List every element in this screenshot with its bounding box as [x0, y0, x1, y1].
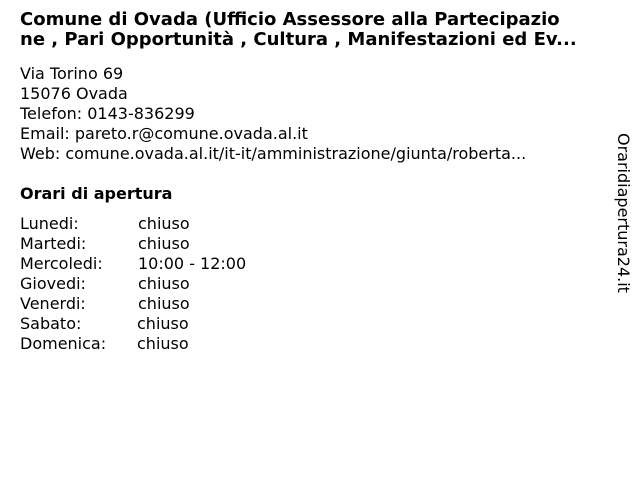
day-hours: chiuso: [138, 274, 190, 293]
hours-row-mercoledi: [20, 254, 320, 274]
day-label: Martedi:: [20, 234, 87, 253]
day-hours: chiuso: [137, 314, 189, 333]
hours-row-lunedi: [20, 214, 320, 234]
hours-row-venerdi: [20, 294, 320, 314]
day-label: Sabato:: [20, 314, 82, 333]
opening-hours-table: [20, 214, 320, 354]
day-hours: chiuso: [137, 334, 189, 353]
title-line-1: Comune di Ovada (Ufficio Assessore alla Partecipazio: [20, 10, 560, 30]
day-label: Giovedi:: [20, 274, 86, 293]
phone-number: Telefon: 0143-836299: [20, 104, 195, 123]
day-label: Venerdi:: [20, 294, 86, 313]
day-hours: chiuso: [138, 214, 190, 233]
hours-row-giovedi: [20, 274, 320, 294]
hours-row-sabato: [20, 314, 320, 334]
day-hours: 10:00 - 12:00: [138, 254, 247, 273]
day-label: Mercoledi:: [20, 254, 103, 273]
day-hours: chiuso: [138, 294, 190, 313]
site-watermark: Oraridiapertura24.it: [614, 133, 633, 293]
hours-row-martedi: [20, 234, 320, 254]
title-line-2: ne , Pari Opportunità , Cultura , Manifestazioni ed Ev...: [20, 30, 577, 50]
email-address: Email: pareto.r@comune.ovada.al.it: [20, 124, 308, 143]
day-hours: chiuso: [138, 234, 190, 253]
contact-block: [20, 64, 526, 164]
page-title: [20, 10, 620, 50]
day-label: Domenica:: [20, 334, 107, 353]
street-address: Via Torino 69: [20, 64, 124, 83]
opening-hours-heading: Orari di apertura: [20, 184, 173, 203]
city-address: 15076 Ovada: [20, 84, 128, 103]
hours-row-domenica: [20, 334, 320, 354]
website-link: Web: comune.ovada.al.it/it-it/amministrazione/giunta/roberta...: [20, 144, 527, 163]
day-label: Lunedi:: [20, 214, 79, 233]
